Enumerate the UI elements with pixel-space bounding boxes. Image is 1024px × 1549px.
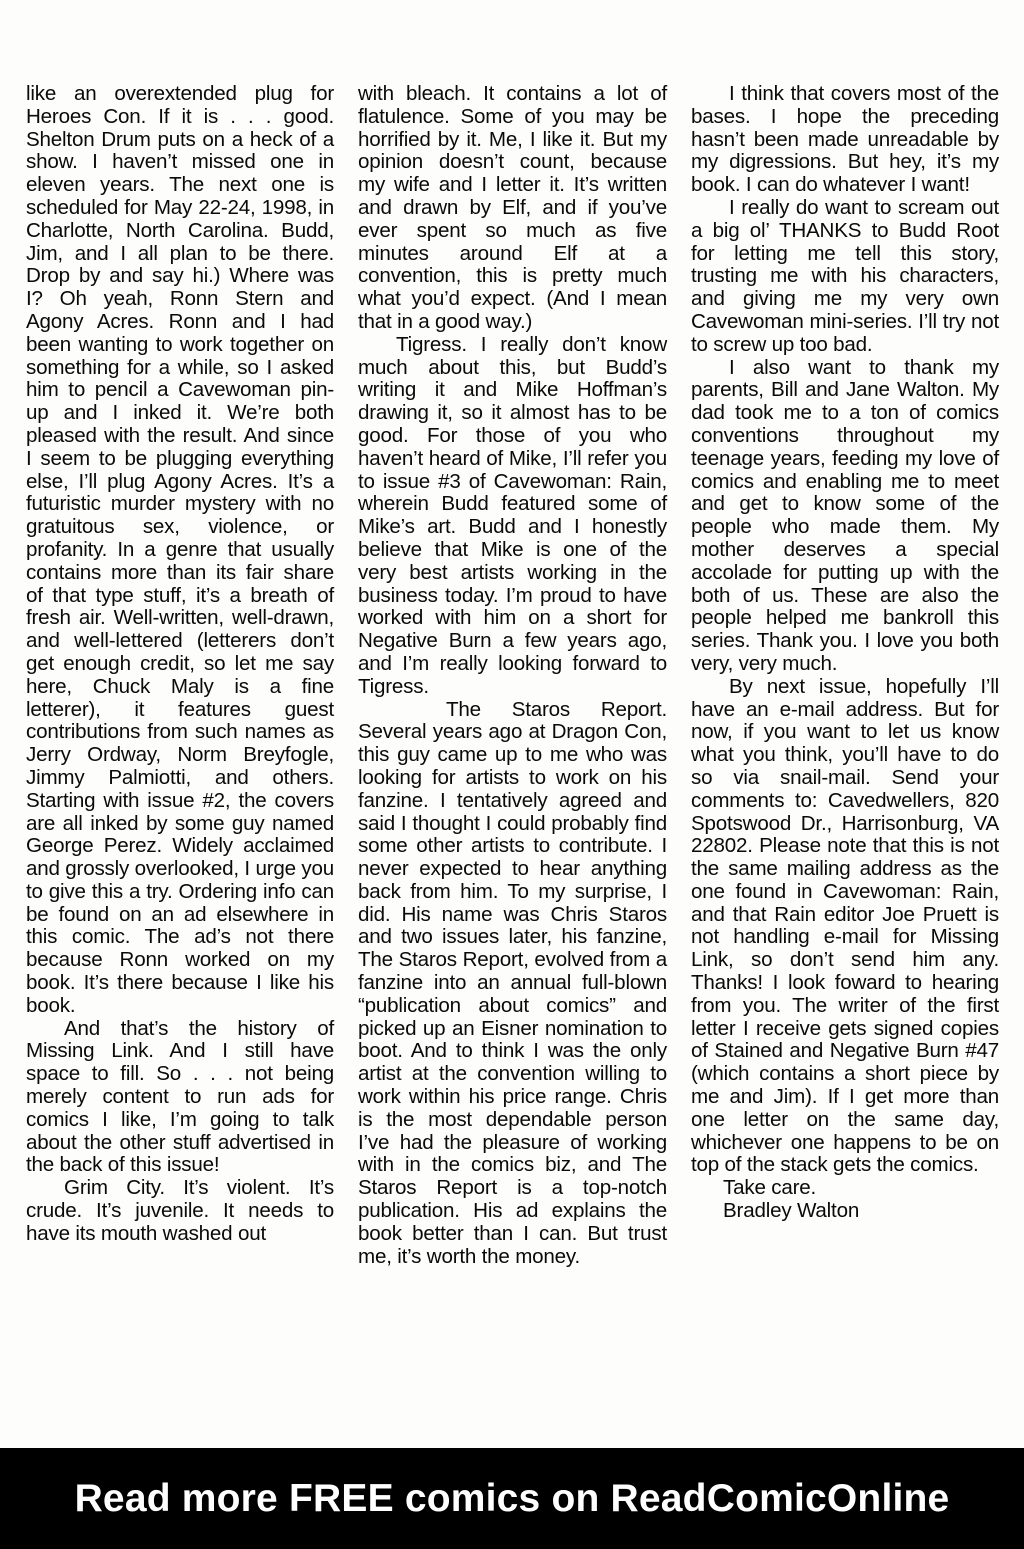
paragraph: I really do want to scream out a big ol’ THANKS to Budd Root for letting me tell this story, trusting me with his characters, and giving me my very own Cavewoman mini-series. I’ll try not to screw up too bad.: [691, 195, 999, 356]
paragraph: And that’s the history of Missing Link. And I still have space to fill. So . . . not being merely content to run ads for comics I like, I’m going to talk about the other stuff advertised in the back of this issue!: [26, 1016, 334, 1177]
promo-banner[interactable]: [0, 1448, 1024, 1549]
author-signature: Bradley Walton: [723, 1199, 860, 1223]
paragraph: I also want to thank my parents, Bill and Jane Walton. My dad took me to a ton of comics conventions throughout my teenage years, feeding my love of comics and enabling me to meet and get to know some of the people who made them. My mother deserves a special accolade for putting up with the both of us. These are also the people helped me bankroll this series. Thank you. I love you both very, very much.: [691, 355, 999, 675]
paragraph: Tigress. I really don’t know much about this, but Budd’s writing it and Mike Hoffman’s drawing it, so it almost has to be good. For those of you who haven’t heard of Mike, I’ll refer you to issue #3 of Cavewoman: Rain, wherein Budd featured some of Mike’s art. Budd and I honestly believe that Mike is one of the very best artists working in the business today. I’m proud to have worked with him on a short for Negative Burn a few years ago, and I’m really looking forward to Tigress.: [358, 332, 667, 698]
text-column-3: [691, 83, 999, 1223]
promo-banner-text[interactable]: Read more FREE comics on ReadComicOnline: [74, 1476, 950, 1520]
text-column-2: [358, 83, 667, 1268]
paragraph: The Staros Report. Several years ago at Dragon Con, this guy came up to me who was looking for artists to work on his fanzine. I tentatively agreed and said I thought I could probably find some other artists to contribute. I never expected to hear anything back from him. To my surprise, I did. His name was Chris Staros and two issues later, his fanzine, The Staros Report, evolved from a fanzine into an annual full-blown “publication about comics” and picked up an Eisner nomination to boot. And to think I was the only artist at the convention willing to work within his price range. Chris is the most dependable person I’ve had the pleasure of working with in the comics biz, and The Staros Report is a top-notch publication. His ad explains the book better than I can. But trust me, it’s worth the money.: [358, 697, 667, 1268]
sign-off: Take care.: [723, 1176, 817, 1200]
paragraph: I think that covers most of the bases. I hope the preceding hasn’t been made unreadable by my digressions. But hey, it’s my book. I can do whatever I want!: [691, 82, 999, 197]
paragraph: Grim City. It’s violent. It’s crude. It’s juvenile. It needs to have its mouth washed out: [26, 1176, 334, 1245]
paragraph: By next issue, hopefully I’ll have an e-mail address. But for now, if you want to let us know what you think, you’ll have to do so via snail-mail. Send your comments to: Cavedwellers, 820 Spotswood Dr., Harrisonburg, VA 22802. Please note that this is not the same mailing address as the one found in Cavewoman: Rain, and that Rain editor Joe Pruett is not handling e-mail for Missing Link, so don’t send him any. Thanks! I look foward to hearing from you. The writer of the first letter I receive gets signed copies of Stained and Negative Burn #47 (which contains a short piece by me and Jim). If I get more than one letter on the same day, whichever one happens to be on top of the stack gets the comics.: [691, 674, 999, 1177]
paragraph: with bleach. It contains a lot of flatulence. Some of you may be horrified by it. Me, I like it. But my opinion doesn’t count, because my wife and I letter it. It’s written and drawn by Elf, and if you’ve ever spent so much as five minutes around Elf at a convention, this is pretty much what you’d expect. (And I mean that in a good way.): [358, 82, 667, 333]
text-column-1: [26, 83, 334, 1246]
paragraph: like an overextended plug for Heroes Con. If it is . . . good. Shelton Drum puts on a heck of a show. I haven’t missed one in eleven years. The next one is scheduled for May 22-24, 1998, in Charlotte, North Carolina. Budd, Jim, and I all plan to be there. Drop by and say hi.) Where was I? Oh yeah, Ronn Stern and Agony Acres. Ronn and I had been wanting to work together on something for a while, so I asked him to pencil a Cavewoman pin-up and I inked it. We’re both pleased with the result. And since I seem to be plugging everything else, I’ll plug Agony Acres. It’s a futuristic murder mystery with no gratuitous sex, violence, or profanity. In a genre that usually contains more than its fair share of that type stuff, it’s a breath of fresh air. Well-written, well-drawn, and well-lettered (letterers don’t get enough credit, so let me say here, Chuck Maly is a fine letterer), it features guest contributions from such names as Jerry Ordway, Norm Breyfogle, Jimmy Palmiotti, and others. Starting with issue #2, the covers are all inked by some guy named George Perez. Widely acclaimed and grossly overlooked, I urge you to give this a try. Ordering info can be found on an ad elsewhere in this comic. The ad’s not there because Ronn worked on my book. It’s there because I like his book.: [26, 82, 335, 1017]
